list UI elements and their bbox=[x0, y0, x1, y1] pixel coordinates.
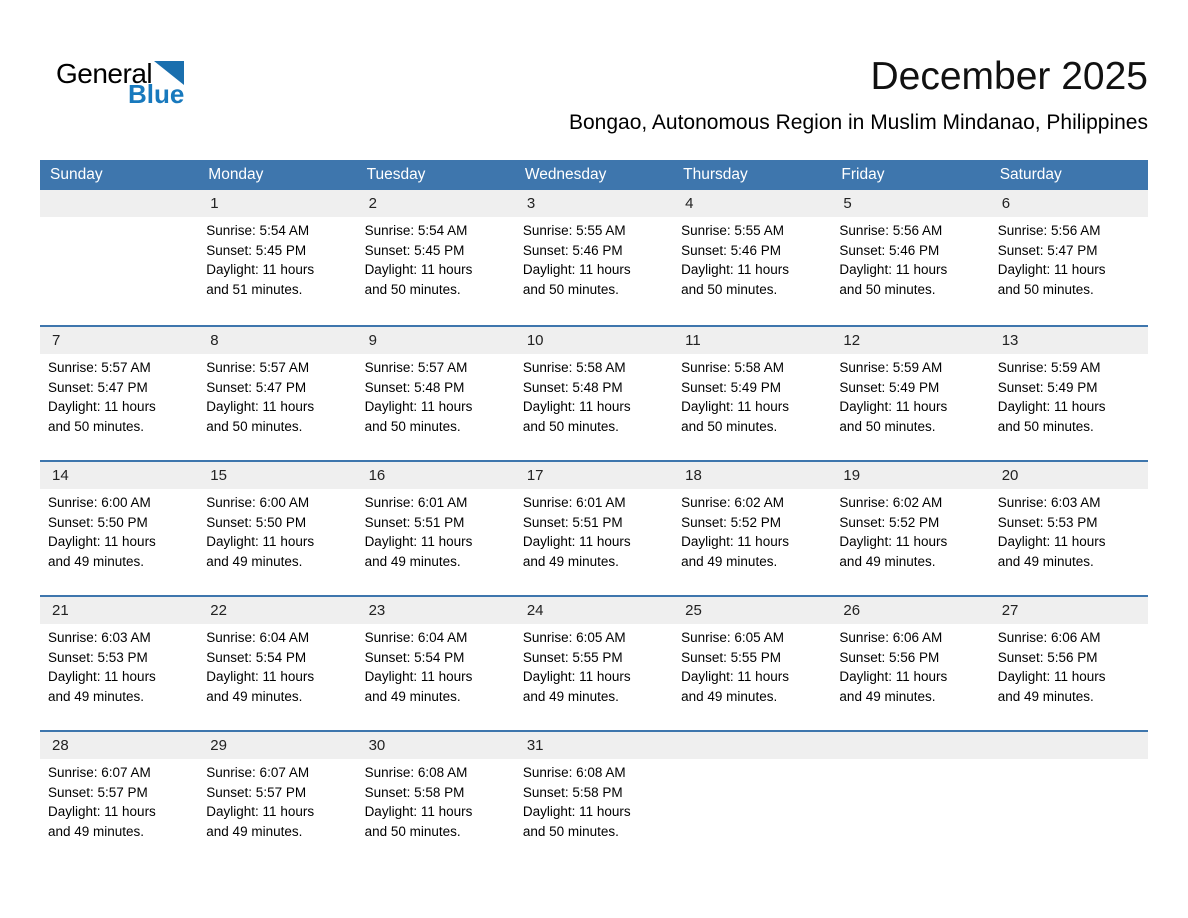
sun-info-line: and 49 minutes. bbox=[206, 688, 303, 704]
sun-info-line: and 49 minutes. bbox=[364, 688, 461, 704]
sun-info-line: and 49 minutes. bbox=[997, 553, 1094, 569]
weekday-header-saturday: Saturday bbox=[999, 166, 1062, 183]
sun-info-line: Sunset: 5:48 PM bbox=[522, 379, 623, 395]
sun-info-line: Daylight: 11 hours bbox=[206, 804, 315, 819]
day-cell bbox=[198, 190, 356, 325]
day-cell bbox=[990, 327, 1148, 460]
day-cell bbox=[515, 327, 673, 460]
date-number: 27 bbox=[990, 597, 1148, 624]
sun-info-line: Sunrise: 5:54 AM bbox=[206, 223, 310, 238]
day-cell bbox=[515, 190, 673, 325]
sun-info-line: Sunrise: 6:08 AM bbox=[364, 765, 468, 780]
empty-day-cell bbox=[40, 190, 198, 325]
day-cell bbox=[673, 190, 831, 325]
sun-info-line: Sunset: 5:47 PM bbox=[206, 379, 307, 395]
date-number: 13 bbox=[990, 327, 1148, 354]
date-number: 2 bbox=[357, 190, 515, 217]
sun-info-line: Sunset: 5:57 PM bbox=[48, 784, 148, 800]
day-details bbox=[198, 354, 356, 436]
sun-info-line: Sunrise: 6:07 AM bbox=[206, 765, 310, 780]
day-details bbox=[990, 354, 1148, 436]
sun-info-line: and 50 minutes. bbox=[681, 418, 778, 434]
sun-info-line: Daylight: 11 hours bbox=[364, 669, 473, 684]
day-details bbox=[831, 217, 989, 299]
sun-info-line: Daylight: 11 hours bbox=[364, 262, 473, 277]
sun-info-line: Daylight: 11 hours bbox=[522, 399, 631, 414]
date-number: 5 bbox=[831, 190, 989, 217]
day-cell bbox=[831, 597, 989, 730]
date-number: 23 bbox=[357, 597, 515, 624]
date-number: 6 bbox=[990, 190, 1148, 217]
week-row bbox=[40, 325, 1148, 460]
sun-info-line: Sunset: 5:46 PM bbox=[522, 242, 623, 258]
sun-info-line: Sunset: 5:49 PM bbox=[839, 379, 940, 395]
date-number: 31 bbox=[515, 732, 673, 759]
sun-info-line: Sunset: 5:53 PM bbox=[48, 649, 148, 665]
sun-info-line: and 49 minutes. bbox=[839, 688, 936, 704]
sun-info-line: Daylight: 11 hours bbox=[206, 669, 315, 684]
day-details bbox=[515, 759, 673, 841]
day-details bbox=[198, 489, 356, 571]
date-number bbox=[990, 732, 1148, 759]
day-details bbox=[40, 354, 198, 436]
day-cell bbox=[40, 327, 198, 460]
weekday-header-sunday: Sunday bbox=[50, 166, 103, 183]
sun-info-line: Sunrise: 5:54 AM bbox=[364, 223, 468, 238]
sun-info-line: Daylight: 11 hours bbox=[522, 262, 631, 277]
day-cell bbox=[831, 327, 989, 460]
sun-info-line: and 50 minutes. bbox=[364, 281, 461, 297]
day-cell bbox=[515, 462, 673, 595]
date-number: 10 bbox=[515, 327, 673, 354]
sun-info-line: Sunset: 5:58 PM bbox=[364, 784, 465, 800]
sun-info-line: Daylight: 11 hours bbox=[997, 669, 1106, 684]
day-details bbox=[990, 624, 1148, 706]
day-cell bbox=[40, 732, 198, 865]
sun-info-line: Daylight: 11 hours bbox=[839, 262, 948, 277]
weekday-header-thursday: Thursday bbox=[683, 166, 748, 183]
sun-info-line: Sunset: 5:48 PM bbox=[364, 379, 465, 395]
weekday-header-friday: Friday bbox=[841, 166, 885, 183]
sun-info-line: Sunset: 5:55 PM bbox=[681, 649, 781, 665]
day-cell bbox=[40, 462, 198, 595]
sun-info-line: Sunrise: 5:58 AM bbox=[522, 360, 626, 375]
sun-info-line: and 50 minutes. bbox=[364, 823, 461, 839]
sun-info-line: and 49 minutes. bbox=[522, 688, 619, 704]
sun-info-line: Sunrise: 6:04 AM bbox=[364, 630, 468, 645]
sun-info-line: Sunset: 5:51 PM bbox=[522, 514, 623, 530]
weekday-header-monday: Monday bbox=[208, 166, 264, 183]
date-number: 1 bbox=[198, 190, 356, 217]
date-number: 3 bbox=[515, 190, 673, 217]
sun-info-line: Sunrise: 5:57 AM bbox=[364, 360, 468, 375]
sun-info-line: Sunset: 5:55 PM bbox=[522, 649, 623, 665]
sun-info-line: Sunrise: 6:08 AM bbox=[522, 765, 626, 780]
sun-info-line: Sunrise: 5:55 AM bbox=[522, 223, 626, 238]
sun-info-line: Sunrise: 5:59 AM bbox=[997, 360, 1101, 375]
sun-info-line: and 49 minutes. bbox=[997, 688, 1094, 704]
day-details bbox=[515, 624, 673, 706]
location-subtitle: Bongao, Autonomous Region in Muslim Mindanao, Philippines bbox=[568, 110, 1148, 134]
sun-info-line: and 50 minutes. bbox=[364, 418, 461, 434]
date-number: 21 bbox=[40, 597, 198, 624]
day-cell bbox=[198, 462, 356, 595]
day-cell bbox=[357, 327, 515, 460]
day-cell bbox=[198, 732, 356, 865]
day-cell bbox=[357, 462, 515, 595]
sun-info-line: Daylight: 11 hours bbox=[522, 804, 631, 819]
day-details bbox=[673, 217, 831, 299]
sun-info-line: Sunrise: 6:02 AM bbox=[839, 495, 943, 510]
sun-info-line: Sunset: 5:56 PM bbox=[997, 649, 1098, 665]
day-cell bbox=[831, 462, 989, 595]
sun-info-line: Daylight: 11 hours bbox=[206, 534, 315, 549]
sun-info-line: and 50 minutes. bbox=[522, 281, 619, 297]
day-cell bbox=[357, 597, 515, 730]
date-number: 14 bbox=[40, 462, 198, 489]
logo-text-blue: Blue bbox=[128, 79, 185, 109]
date-number: 16 bbox=[357, 462, 515, 489]
day-details bbox=[673, 354, 831, 436]
logo-text-general: General bbox=[56, 58, 153, 89]
date-number: 26 bbox=[831, 597, 989, 624]
sun-info-line: and 49 minutes. bbox=[839, 553, 936, 569]
calendar-body bbox=[40, 190, 1148, 865]
week-row bbox=[40, 595, 1148, 730]
sun-info-line: Sunrise: 5:59 AM bbox=[839, 360, 943, 375]
sun-info-line: Sunrise: 6:05 AM bbox=[681, 630, 784, 645]
sun-info-line: Sunset: 5:54 PM bbox=[364, 649, 465, 665]
date-number: 25 bbox=[673, 597, 831, 624]
day-details bbox=[40, 624, 198, 706]
sun-info-line: and 50 minutes. bbox=[997, 281, 1094, 297]
day-details bbox=[198, 759, 356, 841]
sun-info-line: Sunset: 5:58 PM bbox=[522, 784, 623, 800]
sun-info-line: Sunrise: 6:06 AM bbox=[997, 630, 1101, 645]
day-details bbox=[673, 759, 831, 763]
day-cell bbox=[198, 597, 356, 730]
sun-info-line: Sunrise: 6:04 AM bbox=[206, 630, 310, 645]
sun-info-line: Sunset: 5:45 PM bbox=[364, 242, 465, 258]
date-number: 24 bbox=[515, 597, 673, 624]
sun-info-line: Daylight: 11 hours bbox=[48, 804, 156, 819]
day-details bbox=[357, 217, 515, 299]
sun-info-line: Sunset: 5:50 PM bbox=[206, 514, 307, 530]
sun-info-line: and 50 minutes. bbox=[997, 418, 1094, 434]
day-details bbox=[673, 624, 831, 706]
sun-info-line: Daylight: 11 hours bbox=[364, 804, 473, 819]
date-number: 8 bbox=[198, 327, 356, 354]
sun-info-line: Sunrise: 6:06 AM bbox=[839, 630, 943, 645]
day-cell bbox=[357, 732, 515, 865]
month-title: December 2025 bbox=[870, 55, 1148, 98]
day-details bbox=[831, 489, 989, 571]
page-header bbox=[40, 0, 1148, 160]
sun-info-line: Sunrise: 6:02 AM bbox=[681, 495, 784, 510]
sun-info-line: and 49 minutes. bbox=[522, 553, 619, 569]
title-block bbox=[569, 56, 1148, 135]
sun-info-line: and 49 minutes. bbox=[681, 553, 778, 569]
day-details bbox=[198, 624, 356, 706]
sun-info-line: Sunrise: 5:58 AM bbox=[681, 360, 784, 375]
week-row bbox=[40, 730, 1148, 865]
day-details bbox=[831, 759, 989, 763]
sun-info-line: Daylight: 11 hours bbox=[997, 534, 1106, 549]
sun-info-line: Daylight: 11 hours bbox=[206, 399, 315, 414]
sun-info-line: and 49 minutes. bbox=[364, 553, 461, 569]
date-number bbox=[40, 190, 198, 217]
sun-info-line: and 49 minutes. bbox=[681, 688, 778, 704]
sun-info-line: Sunset: 5:52 PM bbox=[839, 514, 940, 530]
sun-info-line: Daylight: 11 hours bbox=[522, 534, 631, 549]
day-cell bbox=[198, 327, 356, 460]
sun-info-line: Sunrise: 5:57 AM bbox=[206, 360, 310, 375]
sun-info-line: and 50 minutes. bbox=[839, 281, 936, 297]
empty-day-cell bbox=[831, 732, 989, 865]
day-cell bbox=[673, 327, 831, 460]
sun-info-line: Sunset: 5:46 PM bbox=[839, 242, 940, 258]
day-details bbox=[515, 489, 673, 571]
day-details bbox=[990, 489, 1148, 571]
date-number: 30 bbox=[357, 732, 515, 759]
sun-info-line: Sunset: 5:53 PM bbox=[997, 514, 1098, 530]
sun-info-line: Sunrise: 6:01 AM bbox=[522, 495, 626, 510]
day-details bbox=[357, 624, 515, 706]
day-details bbox=[515, 217, 673, 299]
sun-info-line: Sunset: 5:45 PM bbox=[206, 242, 307, 258]
date-number: 22 bbox=[198, 597, 356, 624]
week-row bbox=[40, 460, 1148, 595]
sun-info-line: and 49 minutes. bbox=[206, 553, 303, 569]
date-number: 4 bbox=[673, 190, 831, 217]
date-number: 17 bbox=[515, 462, 673, 489]
date-number: 12 bbox=[831, 327, 989, 354]
sun-info-line: Daylight: 11 hours bbox=[839, 669, 948, 684]
sun-info-line: Daylight: 11 hours bbox=[997, 399, 1106, 414]
date-number: 20 bbox=[990, 462, 1148, 489]
date-number: 28 bbox=[40, 732, 198, 759]
sun-info-line: Sunset: 5:50 PM bbox=[48, 514, 148, 530]
sun-info-line: Sunset: 5:57 PM bbox=[206, 784, 307, 800]
sun-info-line: Sunset: 5:49 PM bbox=[681, 379, 781, 395]
sun-info-line: Daylight: 11 hours bbox=[839, 399, 948, 414]
sun-info-line: Sunrise: 6:00 AM bbox=[206, 495, 310, 510]
sun-info-line: Sunset: 5:54 PM bbox=[206, 649, 307, 665]
sun-info-line: Sunrise: 6:05 AM bbox=[522, 630, 626, 645]
sun-info-line: Sunrise: 6:01 AM bbox=[364, 495, 468, 510]
day-cell bbox=[831, 190, 989, 325]
day-cell bbox=[990, 462, 1148, 595]
sun-info-line: Daylight: 11 hours bbox=[206, 262, 315, 277]
sun-info-line: Sunset: 5:46 PM bbox=[681, 242, 781, 258]
sun-info-line: Sunset: 5:56 PM bbox=[839, 649, 940, 665]
sun-info-line: and 50 minutes. bbox=[839, 418, 936, 434]
sun-info-line: Sunset: 5:47 PM bbox=[48, 379, 148, 395]
date-number: 29 bbox=[198, 732, 356, 759]
date-number: 11 bbox=[673, 327, 831, 354]
day-details bbox=[831, 624, 989, 706]
sun-info-line: and 51 minutes. bbox=[206, 281, 303, 297]
sun-info-line: Sunset: 5:52 PM bbox=[681, 514, 781, 530]
weekday-header-tuesday: Tuesday bbox=[366, 166, 426, 183]
sun-info-line: and 50 minutes. bbox=[522, 418, 619, 434]
weekday-header-row bbox=[40, 160, 1148, 190]
day-details bbox=[990, 217, 1148, 299]
sun-info-line: Daylight: 11 hours bbox=[364, 399, 473, 414]
day-details bbox=[357, 759, 515, 841]
sun-info-line: Daylight: 11 hours bbox=[997, 262, 1106, 277]
sun-info-line: and 50 minutes. bbox=[522, 823, 619, 839]
date-number: 7 bbox=[40, 327, 198, 354]
day-details bbox=[40, 759, 198, 841]
date-number: 18 bbox=[673, 462, 831, 489]
sun-info-line: and 50 minutes. bbox=[681, 281, 778, 297]
sun-info-line: and 50 minutes. bbox=[206, 418, 303, 434]
day-details bbox=[515, 354, 673, 436]
day-details bbox=[198, 217, 356, 299]
day-details bbox=[990, 759, 1148, 763]
date-number: 15 bbox=[198, 462, 356, 489]
day-cell bbox=[515, 732, 673, 865]
sun-info-line: and 49 minutes. bbox=[48, 688, 145, 704]
day-details bbox=[673, 489, 831, 571]
weekday-header-wednesday: Wednesday bbox=[524, 166, 607, 183]
sun-info-line: Daylight: 11 hours bbox=[364, 534, 473, 549]
sun-info-line: Sunset: 5:47 PM bbox=[997, 242, 1098, 258]
sun-info-line: Sunset: 5:49 PM bbox=[997, 379, 1098, 395]
day-cell bbox=[990, 190, 1148, 325]
sun-info-line: and 49 minutes. bbox=[48, 553, 145, 569]
sun-info-line: Daylight: 11 hours bbox=[839, 534, 948, 549]
sun-info-line: and 49 minutes. bbox=[206, 823, 303, 839]
date-number: 9 bbox=[357, 327, 515, 354]
day-details bbox=[40, 217, 198, 221]
day-details bbox=[357, 354, 515, 436]
sun-info-line: Sunrise: 6:03 AM bbox=[997, 495, 1101, 510]
day-cell bbox=[990, 597, 1148, 730]
sun-info-line: and 50 minutes. bbox=[48, 418, 145, 434]
general-blue-logo bbox=[56, 60, 184, 107]
sun-info-line: Daylight: 11 hours bbox=[681, 262, 789, 277]
day-details bbox=[831, 354, 989, 436]
sun-info-line: Daylight: 11 hours bbox=[681, 534, 789, 549]
sun-info-line: Daylight: 11 hours bbox=[48, 669, 156, 684]
sun-info-line: Sunrise: 6:07 AM bbox=[48, 765, 151, 780]
date-number bbox=[831, 732, 989, 759]
day-cell bbox=[515, 597, 673, 730]
sun-info-line: Daylight: 11 hours bbox=[681, 669, 789, 684]
sun-info-line: Sunrise: 5:56 AM bbox=[997, 223, 1101, 238]
sun-info-line: Daylight: 11 hours bbox=[522, 669, 631, 684]
sun-info-line: Sunrise: 5:57 AM bbox=[48, 360, 151, 375]
sun-info-line: Sunrise: 6:00 AM bbox=[48, 495, 151, 510]
empty-day-cell bbox=[990, 732, 1148, 865]
date-number: 19 bbox=[831, 462, 989, 489]
calendar bbox=[40, 160, 1148, 865]
empty-day-cell bbox=[673, 732, 831, 865]
day-cell bbox=[673, 462, 831, 595]
sun-info-line: Daylight: 11 hours bbox=[48, 399, 156, 414]
day-details bbox=[40, 489, 198, 571]
week-row bbox=[40, 190, 1148, 325]
sun-info-line: Sunrise: 5:55 AM bbox=[681, 223, 784, 238]
sun-info-line: Sunset: 5:51 PM bbox=[364, 514, 465, 530]
sun-info-line: and 49 minutes. bbox=[48, 823, 145, 839]
sun-info-line: Daylight: 11 hours bbox=[681, 399, 789, 414]
day-cell bbox=[357, 190, 515, 325]
sun-info-line: Sunrise: 6:03 AM bbox=[48, 630, 151, 645]
day-cell bbox=[673, 597, 831, 730]
day-details bbox=[357, 489, 515, 571]
date-number bbox=[673, 732, 831, 759]
sun-info-line: Sunrise: 5:56 AM bbox=[839, 223, 943, 238]
sun-info-line: Daylight: 11 hours bbox=[48, 534, 156, 549]
day-cell bbox=[40, 597, 198, 730]
